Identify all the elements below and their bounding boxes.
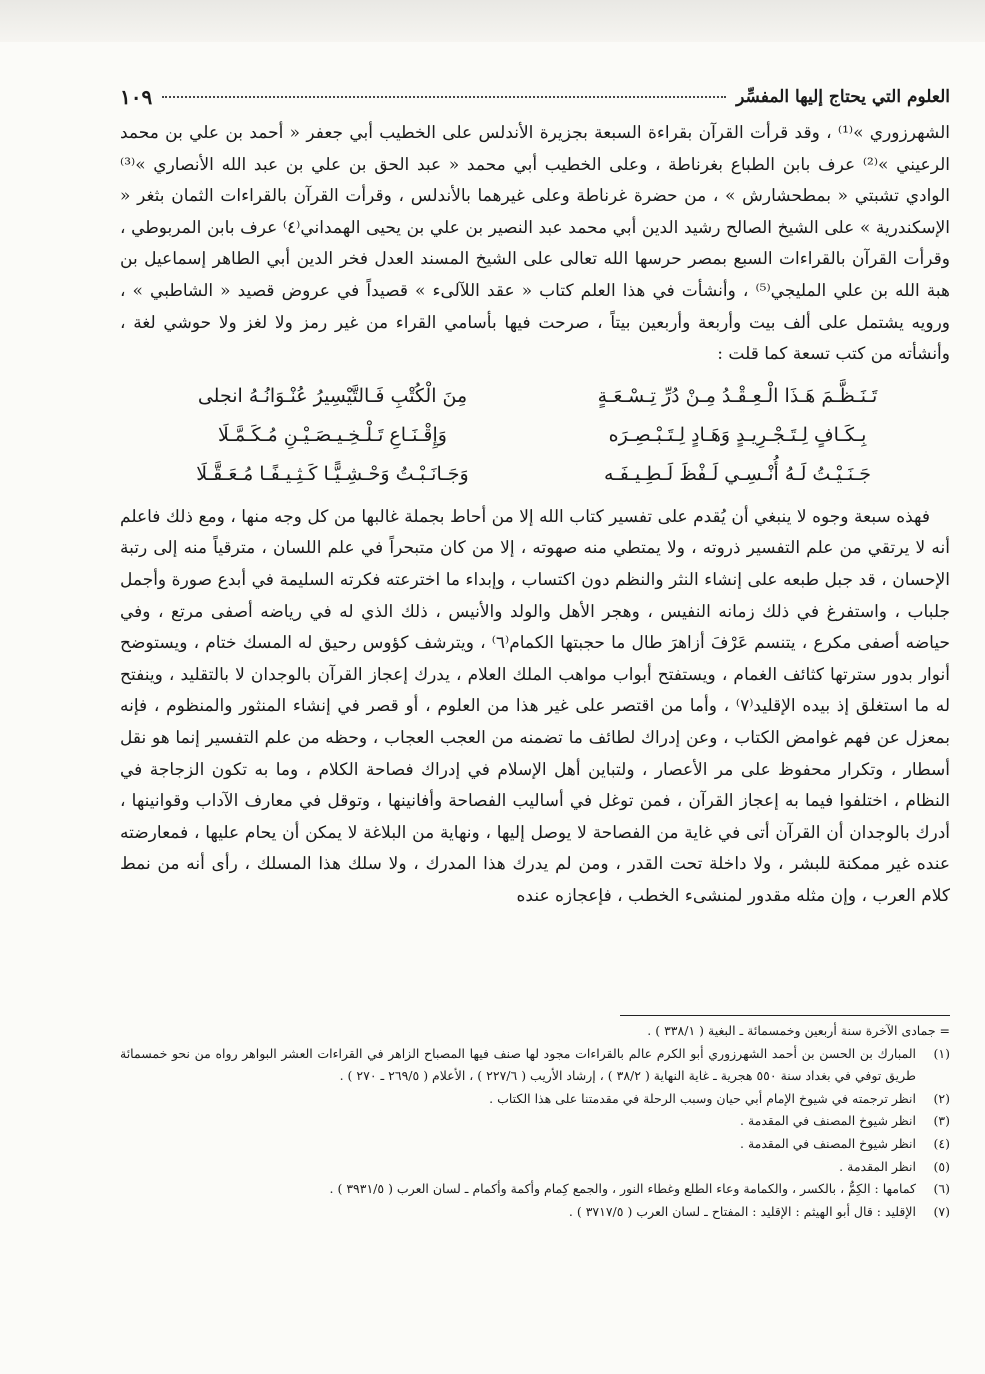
footnote-text: انظر شيوخ المصنف في المقدمة .: [740, 1113, 916, 1129]
footnote-number: (٣): [933, 1113, 950, 1129]
footnote-number: (٧): [933, 1203, 950, 1219]
footnote: [120, 1201, 950, 1224]
footnote-text: الإقليد : قال أبو الهيثم : الإقليد : المفتاح ـ لسان العرب ( ٣٧١٧/٥ ) .: [568, 1203, 916, 1219]
running-title: العلوم التي يحتاج إليها المفسِّر: [736, 87, 950, 107]
poem-hemistich: تَـنَـظَّـمَ هَـذَا الْـعِـقْـدُ مِـنْ دُرِّ تِـسْـعَـةٍ: [597, 384, 878, 407]
footnote: [120, 1178, 950, 1201]
leader-dots: [162, 96, 726, 98]
main-text: [120, 118, 950, 912]
footnote-number: (٥): [933, 1158, 950, 1174]
footnote-number: (١): [933, 1045, 950, 1061]
footnote-text: كمامها : الكِمُّ ، بالكسر ، والكمامة وعاء الطلع وغطاء النور ، والجمع كِمام وأكمة وأكمام ـ لسان العرب ( ٣٩٣١/٥ ) .: [329, 1181, 916, 1197]
page-number: ١٠٩: [120, 85, 153, 109]
footnote: [120, 1043, 950, 1088]
scan-edge: [0, 0, 985, 42]
poem-hemistich: مِنَ الْكُتْبِ فَـالتَّيْسِيرُ عُنْـوَانُـهُ انجلى: [197, 384, 468, 407]
footnote: [120, 1088, 950, 1111]
poem-hemistich: وَجَـانَـبْـتُ وَحْـشِـيًّـا كَـثِـيـفًـا مُـعَـقَّـلَا: [196, 462, 469, 485]
footnotes: [120, 1020, 950, 1223]
paragraph: الشهرزوري »⁽¹⁾ ، وقد قرأت القرآن بقراءة السبعة بجزيرة الأندلس على الخطيب أبي جعفر « أحمد بن علي بن محمد الرعيني »⁽²⁾ عرف بابن الطباع بغرناطة ، وعلى الخطيب أبي محمد « عبد الحق بن علي بن عبد الله الأنصاري »⁽³⁾ الوادي تشبتي « بمطحشارش » ، من حضرة غرناطة وعلى غيرهما بالأندلس ، وقرأت القرآن بالقراءات الثمان بثغر « الإسكندرية » على الشيخ الصالح رشيد الدين أبي محمد عبد النصير بن علي بن يحيى الهمداني⁽٤⁾ عرف بابن المربوطي ، وقرأت القرآن بالقراءات السبع بمصر حرسها الله تعالى على الشيخ المسند العدل فخر الدين أبي الطاهر إسماعيل بن هبة الله بن علي المليجي⁽⁵⁾ ، وأنشأت في هذا العلم كتاب « عقد اللآلىء » قصيداً في عروض قصيد « الشاطبي » ، ورويه يشتمل على ألف بيت وأربعة وأربعين بيتاً ، صرحت فيها بأسامي القراء من غير رمز ولا لغز ولا حوشي لغة ، وأنشأته من كتب تسعة كما قلت :: [120, 123, 950, 365]
footnote-number: (٢): [933, 1090, 950, 1106]
footnote-number: (٦): [933, 1181, 950, 1197]
footnote-text: المبارك بن الحسن بن أحمد الشهرزوري أبو الكرم عالم بالقراءات مجود لها صنف فيها المصباح الزاهر في القراءات العشر البواهر رواه من نحو خمسمائة طريق توفي في بغداد سنة ٥٥٠ هجرية ـ غاية النهاية ( ٣٨/٢ ) ، إرشاد الأريب ( ٢٢٧/٦ ) ، الأعلام ( ٢٦٩/٥ ـ ٢٧٠ ) .: [120, 1045, 916, 1084]
footnote: [120, 1156, 950, 1179]
paragraph: فهذه سبعة وجوه لا ينبغي أن يُقدم على تفسير كتاب الله إلا من أحاط بجملة غالبها من كل وجه منها ، ومع ذلك فاعلم أنه لا يرتقي من علم التفسير ذروته ، ولا يمتطي منه صهوته ، إلا من كان متبحراً في علم اللسان ، مترقياً منه إلى رتبة الإحسان ، قد جبل طبعه على إنشاء النثر والنظم دون اكتساب ، وإبداء ما اخترعته فكرته السليمة في أبدع صورة وأجمل جلباب ، واستفرغ في ذلك زمانه النفيس ، وهجر الأهل والولد والأنيس ، ذلك الذي له في رياضه أصفى مرتع ، وفي حياضه أصفى مكرع ، يتنسم عَرْفَ أزاهرَ طال ما حجبتها الكمام⁽٦⁾ ، ويترشف كؤوس رحيق له المسك ختام ، ويستوضح أنوار بدور سترتها كثائف الغمام ، ويستفتح أبواب مواهب الملك العلام ، يدرك إعجاز القرآن بالوجدان لا بالتقليد ، وينفتح له ما استغلق إذ بيده الإقليد⁽٧⁾ ، وأما من اقتصر على غير هذا من العلوم ، أو قصر في إنشاء المنثور والمنظوم ، فإنه بمعزل عن فهم غوامض الكتاب ، وعن إدراك لطائف ما تضمنه من العجب العجاب ، وحظه من علم التفسير إنما هو نقل أسطار ، وتكرار محفوظ على مر الأعصار ، ولتباين أهل الإسلام في إدراك فصاحة الكلام ، وما به تكون الزجاجة في النظام ، اختلفوا فيما به إعجاز القرآن ، فمن توغل في أساليب الفصاحة وأفانينها ، وتوقل في معارف الآداب وقوانينها ، أدرك بالوجدان أن القرآن أتى في غاية من الفصاحة لا يوصل إليها ، ونهاية من البلاغة لا يمكن أن يحام عليها ، فمعارضته عنده غير ممكنة للبشر ، ولا داخلة تحت القدر ، ومن لم يدرك هذا المدرك ، ولا سلك هذا المسلك ، رأى أنه من نمط كلام العرب ، وإن مثله مقدور لمنشىء الخطب ، فإعجازه عنده: [120, 506, 951, 906]
footnote-text: انظر المقدمة .: [839, 1158, 916, 1174]
footnote-text: انظر شيوخ المصنف في المقدمة .: [740, 1135, 916, 1151]
footnote-rule: [620, 1015, 950, 1016]
poem: [120, 377, 950, 494]
footnote-text: انظر ترجمته في شيوخ الإمام أبي حيان وسبب الرحلة في مقدمتنا على هذا الكتاب .: [489, 1090, 916, 1106]
poem-hemistich: بِـكَـافٍ لِـتَـجْـرِيـدٍ وَهَـادٍ لِـتَـبْـصِـرَه: [608, 423, 867, 446]
footnote-number: (٤): [933, 1135, 950, 1151]
footnote-continuation: = جمادى الآخرة سنة أربعين وخمسمائة ـ البغية ( ٣٣٨/١ ) .: [647, 1023, 950, 1038]
poem-hemistich: جَـنَـيْـتُ لَـهُ أُنْـسِـي لَـفْظَ لَـطِـيـفَـه: [604, 462, 871, 485]
footnote: [120, 1133, 950, 1156]
footnote: [120, 1110, 950, 1133]
poem-hemistich: وَإِقْـنَـاعِ تَـلْـخِـيـصَـيْـنِ مُـكَـمَّـلَا: [218, 423, 447, 446]
running-header: [120, 80, 950, 114]
